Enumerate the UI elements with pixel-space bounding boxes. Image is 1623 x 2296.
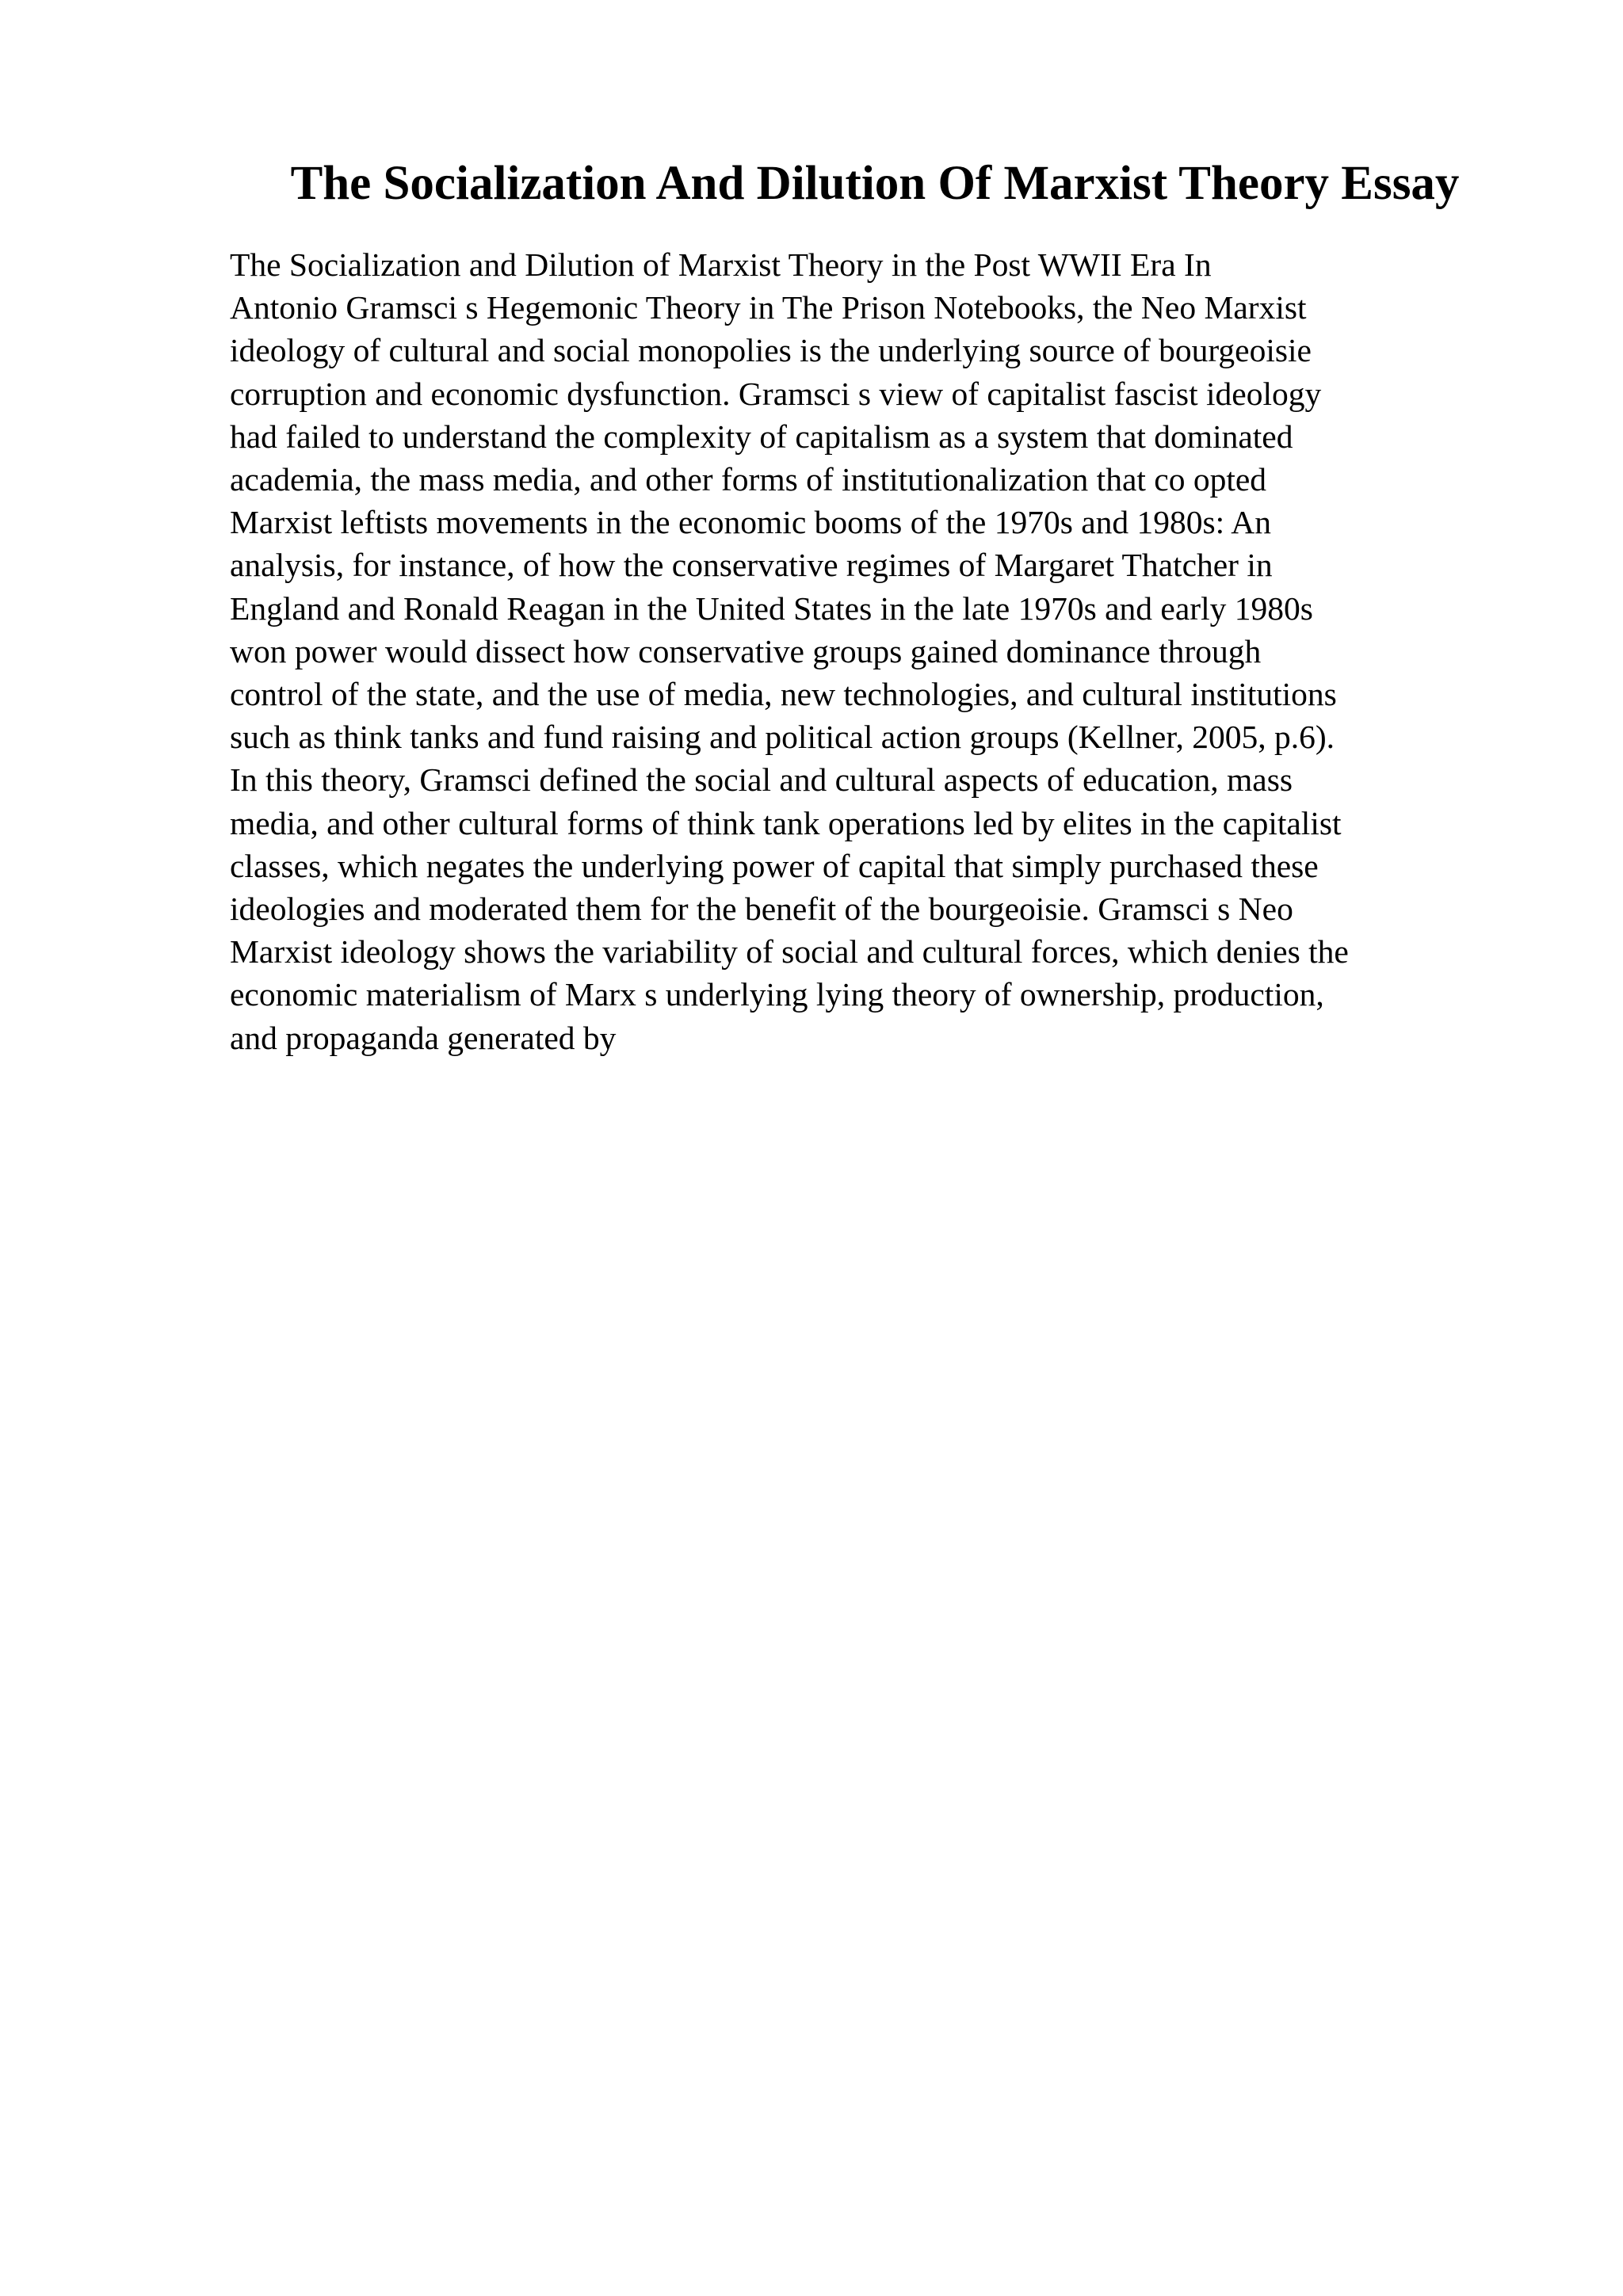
body-line: England and Ronald Reagan in the United States in the late 1970s and early 1980s xyxy=(230,589,1313,627)
body-line: analysis, for instance, of how the conservative regimes of Margaret Thatcher in xyxy=(230,547,1273,584)
body-line: such as think tanks and fund raising and political action groups (Kellner, 2005, p.6). xyxy=(230,719,1335,756)
body-line: Marxist ideology shows the variability of social and cultural forces, which denies the xyxy=(230,933,1349,971)
body-line: won power would dissect how conservative groups gained dominance through xyxy=(230,632,1262,669)
body-line: ideology of cultural and social monopolies is the underlying source of bourgeoisie xyxy=(230,332,1312,369)
body-line: The Socialization and Dilution of Marxist Theory in the Post WWII Era In xyxy=(230,246,1212,283)
body-line: economic materialism of Marx s underlying lying theory of ownership, production, xyxy=(230,976,1324,1013)
document-body xyxy=(230,243,1498,1059)
body-line: ideologies and moderated them for the benefit of the bourgeoisie. Gramsci s Neo xyxy=(230,891,1293,928)
body-line: control of the state, and the use of media, new technologies, and cultural institutions xyxy=(230,676,1337,713)
body-line: corruption and economic dysfunction. Gramsci s view of capitalist fascist ideology xyxy=(230,375,1322,412)
body-line: and propaganda generated by xyxy=(230,1019,617,1056)
body-line: Antonio Gramsci s Hegemonic Theory in The Prison Notebooks, the Neo Marxist xyxy=(230,289,1307,326)
body-line: media, and other cultural forms of think tank operations led by elites in the capitalist xyxy=(230,804,1342,841)
body-line: Marxist leftists movements in the economic booms of the 1970s and 1980s: An xyxy=(230,504,1272,541)
body-line: In this theory, Gramsci defined the social and cultural aspects of education, mass xyxy=(230,761,1293,799)
document-title: The Socialization And Dilution Of Marxist Theory Essay xyxy=(290,157,1460,210)
body-line: had failed to understand the complexity of capitalism as a system that dominated xyxy=(230,418,1293,455)
body-line: academia, the mass media, and other forms of institutionalization that co opted xyxy=(230,461,1267,498)
body-line: classes, which negates the underlying power of capital that simply purchased these xyxy=(230,847,1319,884)
